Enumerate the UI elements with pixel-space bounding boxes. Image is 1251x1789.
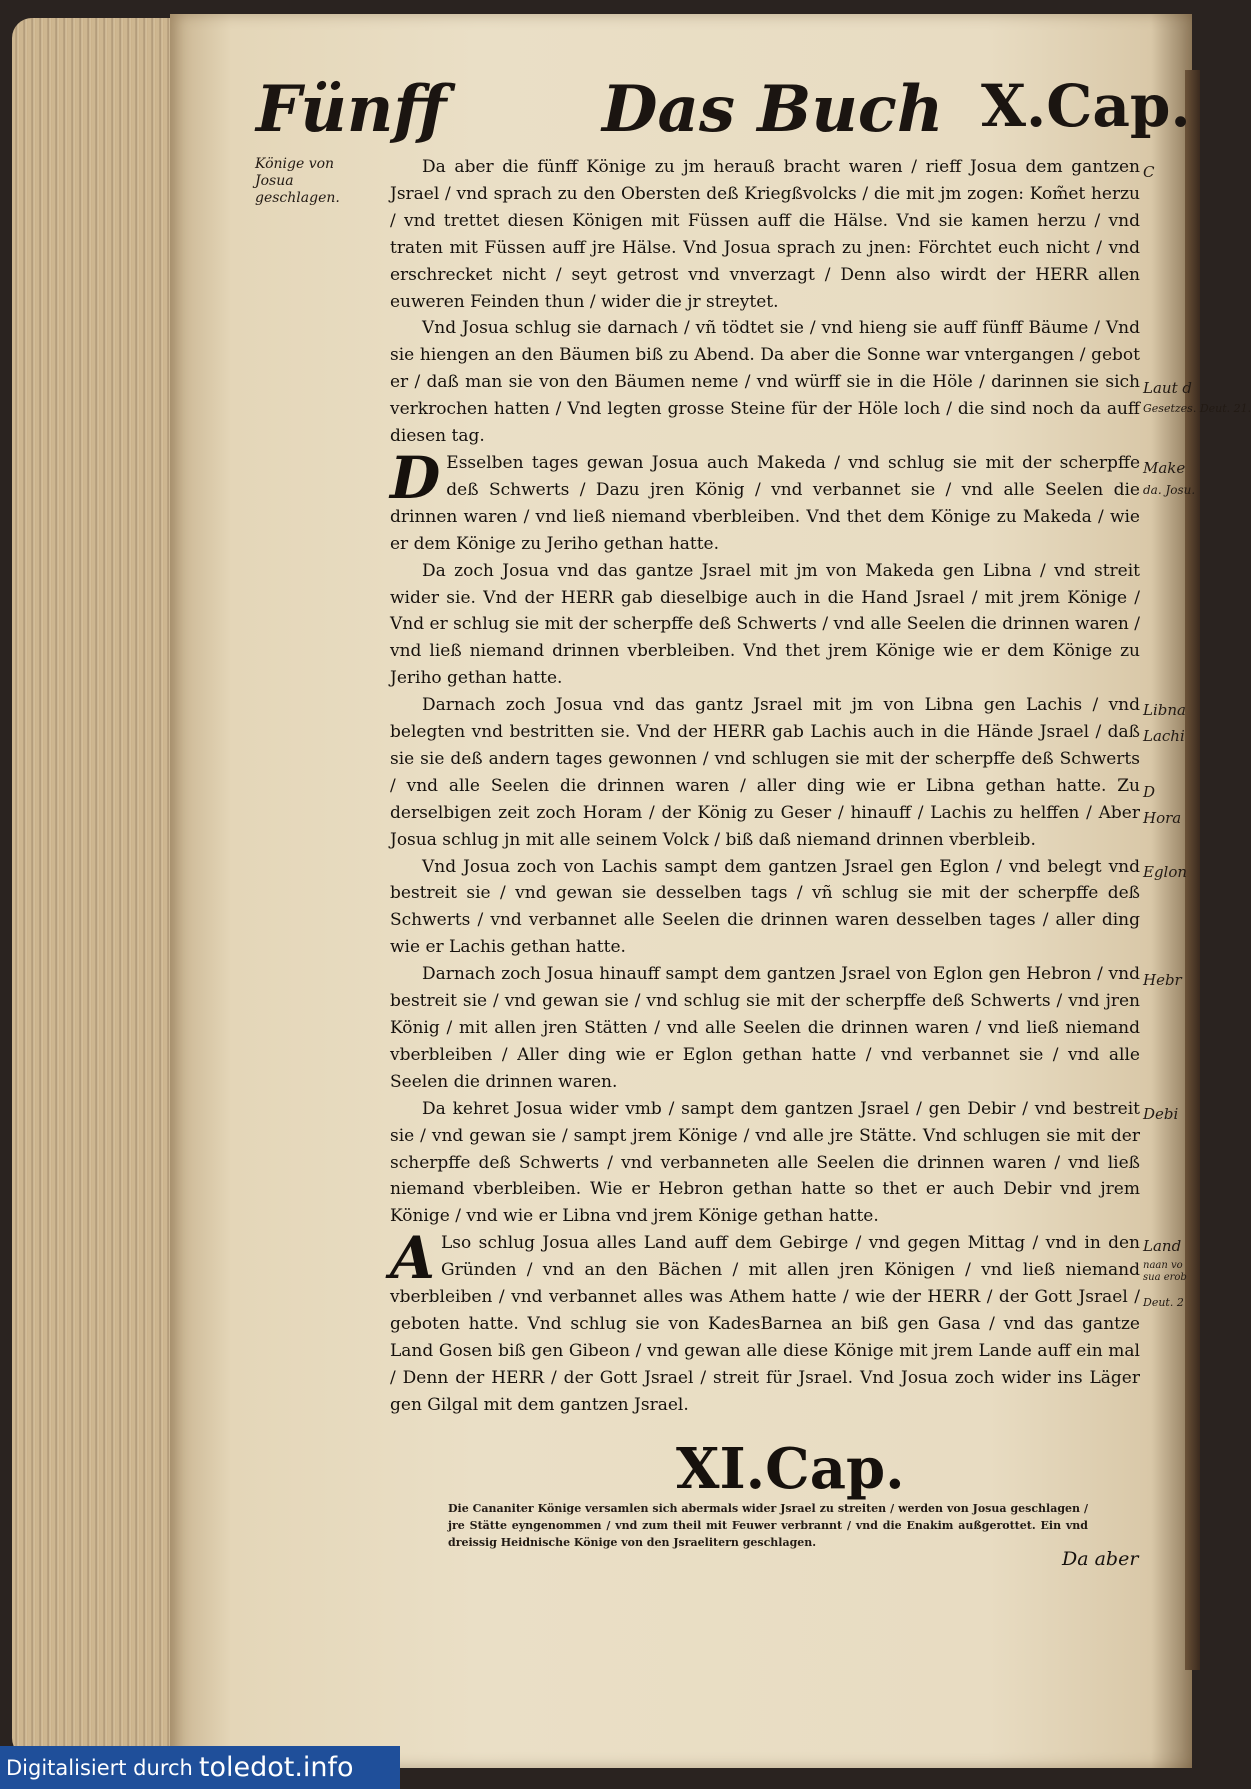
marginal-note-right: Gesetzes. Deut. 21. [1143,402,1251,415]
marginal-note-right: Deut. 2 [1143,1296,1184,1309]
paragraph: Darnach zoch Josua hinauff sampt dem gantzen Jsrael von Eglon gen Hebron / vnd bestreit sie / vnd gewan sie / vnd schlug sie mit der scherpffe deß Schwerts / vnd jren König / mit allen jren Stätten / vnd alle Seelen die drinnen waren / vnd ließ niemand vberbleiben / Aller ding wie er Eglon gethan hatte / vnd verbannet sie / vnd alle Seelen die drinnen waren. [390,964,1140,1092]
marginal-note-right: da. Josu. [1143,483,1196,497]
chapter-summary: Die Cananiter Könige versamlen sich abermals wider Jsrael zu streiten / werden von Josua geschlagen / jre Stätte eyngenommen / vnd zum theil mit Feuwer verbrannt / vnd die Enakim außgerottet. Ein vnd dreissig Heidnische Könige von den Jsraelitern geschlagen. [448,1502,1088,1549]
marginal-note-right: naan vo sua erob [1143,1260,1187,1283]
book-page-edges [12,18,182,1758]
drop-capital: D [390,443,441,512]
banner-prefix: Digitalisiert durch [6,1755,193,1780]
paragraph [390,443,1140,558]
paragraph-text: Lso schlug Josua alles Land auff dem Gebirge / vnd gegen Mittag / vnd in den Gründen / vnd an den Bächen / mit allen jren Königen / vnd ließ niemand vberbleiben / vnd verbannet alles was Athem hatte / wie der HERR / der Gott Jsrael / geboten hatte. Vnd schlug sie von KadesBarnea an biß gen Gasa / vnd das gantze Land Gosen biß gen Gibeon / vnd gewan alle diese Könige mit jrem Lande auff ein mal / Denn der HERR / der Gott Jsrael / streit für Jsrael. Vnd Josua zoch wider ins Läger gen Gilgal mit dem gantzen Jsrael. [390,1233,1140,1415]
digitization-banner [0,1746,400,1789]
running-head-title: Das Buch [602,72,944,147]
marginal-note-right: Lachi [1143,727,1185,745]
running-head-left: Fünff [256,72,447,147]
marginal-note-right: C [1143,163,1155,181]
paragraph: Da kehret Josua wider vmb / sampt dem gantzen Jsrael / gen Debir / vnd bestreit sie / vnd gewan sie / sampt jrem Könige / vnd alle jre Stätte. Vnd schlugen sie mit der scherpffe deß Schwerts / vnd verbanneten alle Seelen die drinnen waren / vnd ließ niemand vberbleiben. Wie er Hebron gethan hatte so thet er auch Debir vnd jrem Könige / vnd wie er Libna vnd jrem Könige gethan hatte. [390,1098,1140,1227]
main-text-column [390,154,1140,1419]
paragraph: Darnach zoch Josua vnd das gantz Jsrael mit jm von Libna gen Lachis / vnd belegten vnd bestritten sie. Vnd der HERR gab Lachis auch in die Hände Jsrael / daß sie sie deß andern tages gewonnen / vnd schlugen sie mit der scherpffe deß Schwerts / vnd alle Seelen die drinnen waren / aller ding wie er Libna gethan hatte. Zu derselbigen zeit zoch Horam / der König zu Geser / hinauff / Lachis zu helffen / Aber Josua schlug jn mit alle seinem Volck / biß daß niemand drinnen vberbleib. [390,695,1140,850]
paragraph: Vnd Josua schlug sie darnach / vñ tödtet sie / vnd hieng sie auff fünff Bäume / Vnd sie hiengen an den Bäumen biß zu Abend. Da aber die Sonne war vntergangen / gebot er / daß man sie von den Bäumen neme / vnd würff sie in die Höle / darinnen sie sich verkrochen hatten / Vnd legten grosse Steine für der Höle loch / die sind noch da auff diesen tag. [390,318,1140,447]
marginal-note-right: Make [1143,459,1186,477]
paragraph: Da zoch Josua vnd das gantze Jsrael mit jm von Makeda gen Libna / vnd streit wider sie. Vnd der HERR gab dieselbige auch in die Hand Jsrael / mit jrem Könige / Vnd er schlug sie mit der scherpffe deß Schwerts / vnd alle Seelen die drinnen waren / vnd ließ niemand drinnen vberbleiben. Vnd thet jrem Könige wie er dem Könige zu Jeriho gethan hatte. [390,560,1140,689]
marginal-note-right: Eglon [1143,863,1188,881]
marginal-note-right: Hora [1143,809,1182,827]
marginal-note-right: D [1143,783,1156,801]
marginal-note-left: Könige von Josua geschlagen. [255,156,340,206]
marginal-note-right: Debi [1143,1105,1179,1123]
marginal-note-right: Laut d [1143,379,1192,397]
banner-site-link[interactable]: toledot.info [198,1752,354,1783]
paragraph [390,1224,1140,1418]
marginal-note-right: Land [1143,1237,1182,1255]
paragraph-text: Esselben tages gewan Josua auch Makeda / vnd schlug sie mit der scherpffe deß Schwerts / Dazu jren König / vnd verbannet sie / vnd alle Seelen die drinnen waren / vnd ließ niemand vberbleiben. Vnd thet dem Könige zu Makeda / wie er dem Könige zu Jeriho gethan hatte. [390,452,1140,554]
chapter-heading: XI.Cap. [676,1436,905,1502]
running-head-chapter: X.Cap. [981,72,1191,140]
catchword: Da aber [1062,1548,1139,1570]
drop-capital: A [390,1224,436,1293]
paragraph: Da aber die fünff Könige zu jm herauß bracht waren / rieff Josua dem gantzen Jsrael / vnd sprach zu den Obersten deß Kriegßvolcks / die mit jm zogen: Kom̃et herzu / vnd trettet diesen Königen mit Füssen auff die Hälse. Vnd sie kamen herzu / vnd traten mit Füssen auff jre Hälse. Vnd Josua sprach zu jnen: Förchtet euch nicht / vnd erschrecket nicht / seyt getrost vnd vnverzagt / Denn also wirdt der HERR allen euweren Feinden thun / wider die jr streytet. [390,157,1140,312]
paragraph: Vnd Josua zoch von Lachis sampt dem gantzen Jsrael gen Eglon / vnd belegt vnd bestreit sie / vnd gewan sie desselben tags / vñ schlug sie mit der scherpffe deß Schwerts / vnd verbannet alle Seelen die drinnen waren desselben tages / aller ding wie er Lachis gethan hatte. [390,856,1140,958]
marginal-note-right: Libna [1143,701,1186,719]
marginal-note-right: Hebr [1143,971,1182,989]
